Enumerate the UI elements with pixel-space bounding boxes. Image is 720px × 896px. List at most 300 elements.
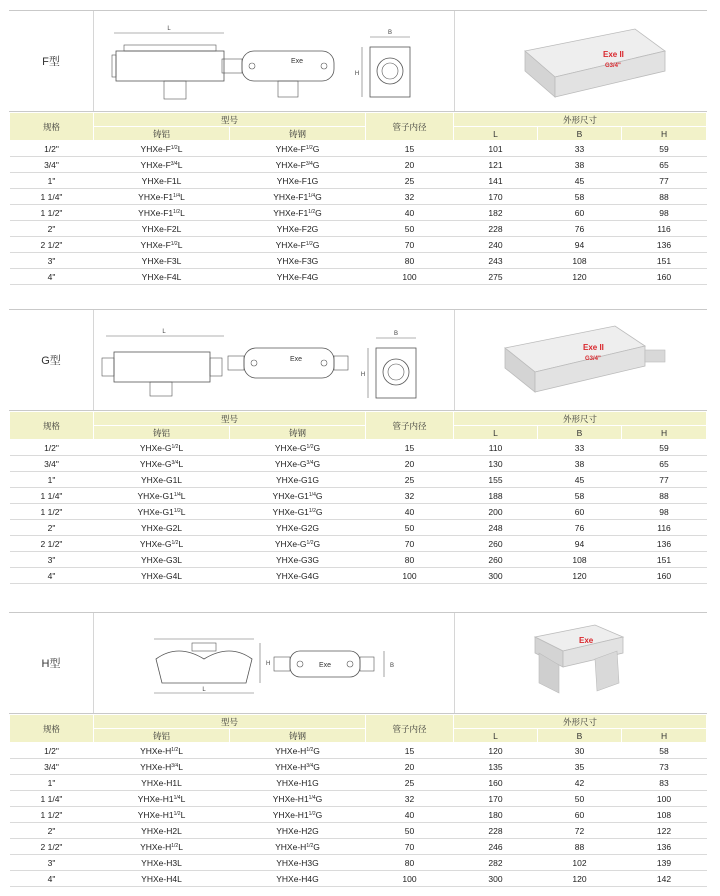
cast-steel-model-cell (230, 791, 366, 807)
model-suffix: G (315, 793, 323, 804)
dim-l-cell: 243 (454, 253, 538, 269)
header-spec: 规格 (10, 412, 94, 440)
header-inner-dia: 管子内径 (366, 412, 454, 440)
model-suffix: L (180, 191, 185, 202)
cast-steel-model-cell (230, 520, 366, 536)
model-suffix: L (180, 809, 186, 820)
spec-cell: 4" (10, 269, 94, 285)
dim-b-cell: 94 (538, 536, 622, 552)
model-prefix: YHXe-F (140, 159, 171, 170)
table-row (10, 269, 707, 285)
model-prefix: YHXe-F3G (276, 255, 319, 266)
dim-b-cell: 35 (538, 759, 622, 775)
header-cast-steel: 铸钢 (230, 127, 366, 141)
spec-cell: 3/4" (10, 157, 94, 173)
dim-l-cell: 200 (454, 504, 538, 520)
model-prefix: YHXe-H1 (137, 793, 174, 804)
photo-label-line1: Exe (579, 636, 594, 645)
cast-al-model-cell (94, 807, 230, 823)
cast-steel-model-cell (230, 759, 366, 775)
dim-b-cell: 33 (538, 440, 622, 456)
model-prefix: YHXe-H (275, 745, 307, 756)
cast-steel-model-cell (230, 504, 366, 520)
spec-cell: 1" (10, 472, 94, 488)
dim-b-cell: 76 (538, 221, 622, 237)
model-prefix: YHXe-F (140, 239, 171, 250)
dim-b-cell: 58 (538, 488, 622, 504)
model-suffix: G (313, 458, 321, 469)
spec-cell: 1/2" (10, 440, 94, 456)
inner-dia-cell: 25 (366, 775, 454, 791)
cast-steel-model-cell (230, 221, 366, 237)
dim-l-cell: 275 (454, 269, 538, 285)
table-row (10, 488, 707, 504)
spec-cell: 2 1/2" (10, 237, 94, 253)
dim-l-cell: 240 (454, 237, 538, 253)
dim-h-cell: 65 (622, 157, 707, 173)
dim-l-cell: 130 (454, 456, 538, 472)
dim-l-label: L (167, 26, 171, 32)
model-suffix: L (178, 841, 183, 852)
dim-b-cell: 42 (538, 775, 622, 791)
type-label: H型 (9, 613, 94, 713)
model-prefix: YHXe-G1 (137, 490, 174, 501)
header-b: B (538, 729, 622, 743)
cast-steel-model-cell (230, 141, 366, 157)
cast-steel-model-cell (230, 823, 366, 839)
cast-al-model-cell (94, 157, 230, 173)
header-cast-steel: 铸钢 (230, 426, 366, 440)
cast-steel-model-cell (230, 269, 366, 285)
spec-table-f (9, 112, 707, 285)
table-row (10, 253, 707, 269)
dim-l-cell: 228 (454, 221, 538, 237)
spec-cell: 3" (10, 855, 94, 871)
inner-dia-cell: 32 (366, 488, 454, 504)
cast-al-model-cell (94, 221, 230, 237)
header-model: 型号 (94, 113, 366, 127)
table-row (10, 237, 707, 253)
exe-text: Exe (289, 356, 303, 363)
inner-dia-cell: 20 (366, 157, 454, 173)
inner-dia-cell: 15 (366, 440, 454, 456)
dim-h-label: H (266, 661, 271, 667)
header-h: H (622, 729, 707, 743)
header-spec: 规格 (10, 715, 94, 743)
cast-steel-model-cell (230, 253, 366, 269)
cast-al-model-cell (94, 839, 230, 855)
dim-b-cell: 88 (538, 839, 622, 855)
photo-label-line2: G3/4" (605, 63, 621, 69)
spec-table-h (9, 714, 707, 887)
model-prefix: YHXe-G2L (140, 522, 183, 533)
type-label: G型 (9, 310, 94, 410)
model-prefix: YHXe-H1G (276, 777, 319, 788)
cast-al-model-cell (94, 759, 230, 775)
model-prefix: YHXe-G (274, 538, 307, 549)
table-body (10, 743, 707, 887)
model-prefix: YHXe-F1 (273, 207, 309, 218)
inner-dia-cell: 25 (366, 173, 454, 189)
dim-l-cell: 260 (454, 536, 538, 552)
dim-b-cell: 50 (538, 791, 622, 807)
model-fraction: 3/4 (306, 762, 314, 769)
cast-steel-model-cell (230, 472, 366, 488)
dim-l-cell: 160 (454, 775, 538, 791)
table-row (10, 520, 707, 536)
model-suffix: G (312, 143, 320, 154)
table-row (10, 552, 707, 568)
cast-al-model-cell (94, 743, 230, 759)
dim-l-cell: 155 (454, 472, 538, 488)
dim-b-cell: 60 (538, 807, 622, 823)
header-model: 型号 (94, 412, 366, 426)
model-suffix: L (178, 458, 184, 469)
dim-b-cell: 33 (538, 141, 622, 157)
section-h-header (9, 613, 707, 714)
dim-h-cell: 77 (622, 472, 707, 488)
header-dims: 外形尺寸 (454, 715, 707, 729)
inner-dia-cell: 100 (366, 871, 454, 887)
model-prefix: YHXe-F1 (138, 191, 174, 202)
table-row (10, 173, 707, 189)
model-prefix: YHXe-H2L (141, 825, 182, 836)
model-suffix: L (180, 506, 186, 517)
dim-h-cell: 77 (622, 173, 707, 189)
model-prefix: YHXe-G (274, 458, 307, 469)
dim-l-cell: 135 (454, 759, 538, 775)
inner-dia-cell: 40 (366, 504, 454, 520)
type-label: F型 (9, 11, 94, 111)
photo-label-line1: Exe II (603, 50, 624, 59)
dim-l-cell: 170 (454, 791, 538, 807)
table-row (10, 504, 707, 520)
dim-h-cell: 142 (622, 871, 707, 887)
spec-cell: 2 1/2" (10, 536, 94, 552)
model-prefix: YHXe-G (139, 442, 172, 453)
inner-dia-cell: 20 (366, 759, 454, 775)
spec-cell: 1 1/4" (10, 189, 94, 205)
product-photo-f (455, 11, 707, 111)
dim-h-cell: 73 (622, 759, 707, 775)
header-b: B (538, 127, 622, 141)
table-row (10, 141, 707, 157)
dim-h-cell: 59 (622, 440, 707, 456)
model-fraction: 1/2 (308, 208, 316, 215)
header-cast-al: 铸铝 (94, 127, 230, 141)
spec-cell: 4" (10, 871, 94, 887)
spec-cell: 1/2" (10, 743, 94, 759)
table-row (10, 775, 707, 791)
cast-al-model-cell (94, 488, 230, 504)
model-prefix: YHXe-G (139, 538, 172, 549)
cast-al-model-cell (94, 237, 230, 253)
dim-l-cell: 121 (454, 157, 538, 173)
model-suffix: L (178, 745, 183, 756)
dim-h-label: H (360, 372, 366, 378)
model-prefix: YHXe-H4L (141, 873, 182, 884)
cast-al-model-cell (94, 173, 230, 189)
cast-al-model-cell (94, 871, 230, 887)
model-fraction: 1/4 (308, 491, 316, 498)
junction-box-drawing (94, 310, 454, 410)
cast-steel-model-cell (230, 871, 366, 887)
dim-h-cell: 116 (622, 520, 707, 536)
model-prefix: YHXe-H (140, 761, 172, 772)
model-fraction: 1/2 (308, 810, 316, 817)
table-body (10, 141, 707, 285)
model-prefix: YHXe-G1 (272, 490, 309, 501)
table-row (10, 759, 707, 775)
dim-b-cell: 120 (538, 568, 622, 584)
dim-h-cell: 136 (622, 536, 707, 552)
cast-al-model-cell (94, 440, 230, 456)
model-prefix: YHXe-F3L (141, 255, 182, 266)
junction-box-drawing (94, 11, 454, 111)
model-prefix: YHXe-F (140, 143, 171, 154)
table-row (10, 855, 707, 871)
section-h (9, 612, 707, 887)
dim-l-cell: 101 (454, 141, 538, 157)
model-suffix: L (178, 538, 184, 549)
spec-cell: 1 1/2" (10, 504, 94, 520)
dim-h-cell: 108 (622, 807, 707, 823)
dim-l-cell: 260 (454, 552, 538, 568)
model-prefix: YHXe-F4L (141, 271, 182, 282)
header-h: H (622, 426, 707, 440)
dim-h-cell: 59 (622, 141, 707, 157)
model-prefix: YHXe-G4L (140, 570, 183, 581)
cast-al-model-cell (94, 472, 230, 488)
dim-b-cell: 102 (538, 855, 622, 871)
technical-drawing-g (94, 310, 455, 410)
dim-l-cell: 300 (454, 871, 538, 887)
model-fraction: 1/4 (173, 192, 181, 199)
dim-l-cell: 300 (454, 568, 538, 584)
model-fraction: 3/4 (170, 160, 178, 167)
inner-dia-cell: 32 (366, 189, 454, 205)
header-inner-dia: 管子内径 (366, 715, 454, 743)
model-prefix: YHXe-H4G (276, 873, 319, 884)
model-fraction: 1/2 (171, 842, 179, 849)
header-cast-steel: 铸钢 (230, 729, 366, 743)
header-cast-al: 铸铝 (94, 729, 230, 743)
dim-l-label: L (162, 329, 166, 335)
model-prefix: YHXe-F2L (141, 223, 182, 234)
inner-dia-cell: 40 (366, 807, 454, 823)
model-suffix: L (177, 143, 183, 154)
section-g (9, 309, 707, 584)
dim-h-cell: 160 (622, 269, 707, 285)
inner-dia-cell: 40 (366, 205, 454, 221)
model-fraction: 1/2 (308, 507, 316, 514)
dim-h-cell: 98 (622, 504, 707, 520)
dim-l-cell: 246 (454, 839, 538, 855)
dim-h-cell: 151 (622, 552, 707, 568)
model-prefix: YHXe-F (275, 143, 306, 154)
cast-steel-model-cell (230, 157, 366, 173)
dim-b-cell: 60 (538, 205, 622, 221)
inner-dia-cell: 100 (366, 269, 454, 285)
dim-h-cell: 160 (622, 568, 707, 584)
model-prefix: YHXe-G (139, 458, 172, 469)
model-suffix: L (178, 761, 183, 772)
cast-steel-model-cell (230, 189, 366, 205)
cast-al-model-cell (94, 456, 230, 472)
dim-l-cell: 170 (454, 189, 538, 205)
spec-cell: 3" (10, 253, 94, 269)
model-fraction: 1/4 (308, 794, 316, 801)
model-suffix: G (315, 207, 322, 218)
header-model: 型号 (94, 715, 366, 729)
table-row (10, 791, 707, 807)
spec-cell: 2" (10, 520, 94, 536)
cast-al-model-cell (94, 189, 230, 205)
model-suffix: G (313, 442, 321, 453)
cast-al-model-cell (94, 269, 230, 285)
dim-b-label: B (390, 663, 395, 669)
model-suffix: L (177, 159, 183, 170)
inner-dia-cell: 100 (366, 568, 454, 584)
cast-steel-model-cell (230, 743, 366, 759)
dim-b-cell: 38 (538, 456, 622, 472)
inner-dia-cell: 15 (366, 141, 454, 157)
model-prefix: YHXe-F (275, 239, 306, 250)
model-prefix: YHXe-F1 (273, 191, 309, 202)
model-prefix: YHXe-G3L (140, 554, 183, 565)
exe-text: Exe (290, 58, 304, 65)
spec-cell: 1 1/4" (10, 791, 94, 807)
model-fraction: 1/2 (306, 746, 314, 753)
header-l: L (454, 729, 538, 743)
dim-h-cell: 122 (622, 823, 707, 839)
dim-l-cell: 120 (454, 743, 538, 759)
model-fraction: 1/2 (305, 144, 313, 151)
product-photo-g (455, 310, 707, 410)
header-inner-dia: 管子内径 (366, 113, 454, 141)
model-suffix: G (313, 538, 321, 549)
model-prefix: YHXe-F1 (138, 207, 174, 218)
cast-al-model-cell (94, 253, 230, 269)
cast-al-model-cell (94, 504, 230, 520)
cast-steel-model-cell (230, 440, 366, 456)
table-row (10, 221, 707, 237)
model-fraction: 1/2 (171, 539, 179, 546)
model-fraction: 3/4 (171, 459, 179, 466)
model-suffix: L (180, 490, 186, 501)
model-fraction: 1/2 (170, 144, 178, 151)
cast-steel-model-cell (230, 775, 366, 791)
table-row (10, 472, 707, 488)
product-photo-h (455, 613, 707, 713)
model-suffix: G (312, 239, 320, 250)
model-suffix: G (313, 761, 320, 772)
dim-b-cell: 45 (538, 173, 622, 189)
cast-al-model-cell (94, 775, 230, 791)
inner-dia-cell: 50 (366, 221, 454, 237)
junction-box-photo (455, 11, 709, 111)
model-suffix: G (315, 809, 323, 820)
model-fraction: 1/2 (173, 810, 181, 817)
table-row (10, 743, 707, 759)
model-prefix: YHXe-F (275, 159, 306, 170)
cast-al-model-cell (94, 536, 230, 552)
dim-h-cell: 88 (622, 488, 707, 504)
photo-label-line1: Exe II (583, 343, 604, 352)
inner-dia-cell: 32 (366, 791, 454, 807)
header-dims: 外形尺寸 (454, 412, 707, 426)
dim-b-cell: 108 (538, 253, 622, 269)
model-suffix: G (315, 506, 323, 517)
cast-steel-model-cell (230, 173, 366, 189)
header-spec: 规格 (10, 113, 94, 141)
table-row (10, 440, 707, 456)
model-fraction: 3/4 (305, 160, 313, 167)
table-row (10, 568, 707, 584)
cast-steel-model-cell (230, 855, 366, 871)
model-prefix: YHXe-H3G (276, 857, 319, 868)
dim-h-cell: 139 (622, 855, 707, 871)
inner-dia-cell: 80 (366, 253, 454, 269)
model-prefix: YHXe-F4G (276, 271, 319, 282)
table-row (10, 839, 707, 855)
dim-h-cell: 65 (622, 456, 707, 472)
dim-b-cell: 94 (538, 237, 622, 253)
model-prefix: YHXe-H3L (141, 857, 182, 868)
cast-al-model-cell (94, 568, 230, 584)
model-prefix: YHXe-G1 (137, 506, 174, 517)
dim-h-cell: 98 (622, 205, 707, 221)
model-fraction: 1/2 (306, 443, 314, 450)
dim-l-cell: 182 (454, 205, 538, 221)
cast-steel-model-cell (230, 839, 366, 855)
model-prefix: YHXe-H (275, 841, 307, 852)
dim-b-cell: 120 (538, 871, 622, 887)
model-prefix: YHXe-H1L (141, 777, 182, 788)
technical-drawing-f (94, 11, 455, 111)
model-prefix: YHXe-G4G (276, 570, 319, 581)
section-f-header (9, 11, 707, 112)
inner-dia-cell: 70 (366, 536, 454, 552)
dim-h-cell: 116 (622, 221, 707, 237)
inner-dia-cell: 50 (366, 520, 454, 536)
dim-h-cell: 100 (622, 791, 707, 807)
dim-l-cell: 228 (454, 823, 538, 839)
dim-l-cell: 180 (454, 807, 538, 823)
model-prefix: YHXe-H1 (272, 793, 309, 804)
model-suffix: G (312, 159, 320, 170)
model-fraction: 1/4 (173, 794, 181, 801)
model-prefix: YHXe-H (140, 841, 172, 852)
elbow-box-drawing (94, 613, 454, 713)
model-fraction: 1/4 (173, 491, 181, 498)
section-g-header (9, 310, 707, 411)
dim-l-cell: 248 (454, 520, 538, 536)
inner-dia-cell: 80 (366, 855, 454, 871)
model-prefix: YHXe-G1 (272, 506, 309, 517)
model-suffix: G (313, 745, 320, 756)
model-prefix: YHXe-H (275, 761, 307, 772)
dim-b-cell: 30 (538, 743, 622, 759)
model-fraction: 3/4 (171, 762, 179, 769)
model-fraction: 1/2 (171, 443, 179, 450)
model-suffix: G (315, 191, 322, 202)
table-row (10, 536, 707, 552)
table-row (10, 205, 707, 221)
cast-al-model-cell (94, 520, 230, 536)
dim-h-cell: 151 (622, 253, 707, 269)
model-prefix: YHXe-G2G (276, 522, 319, 533)
